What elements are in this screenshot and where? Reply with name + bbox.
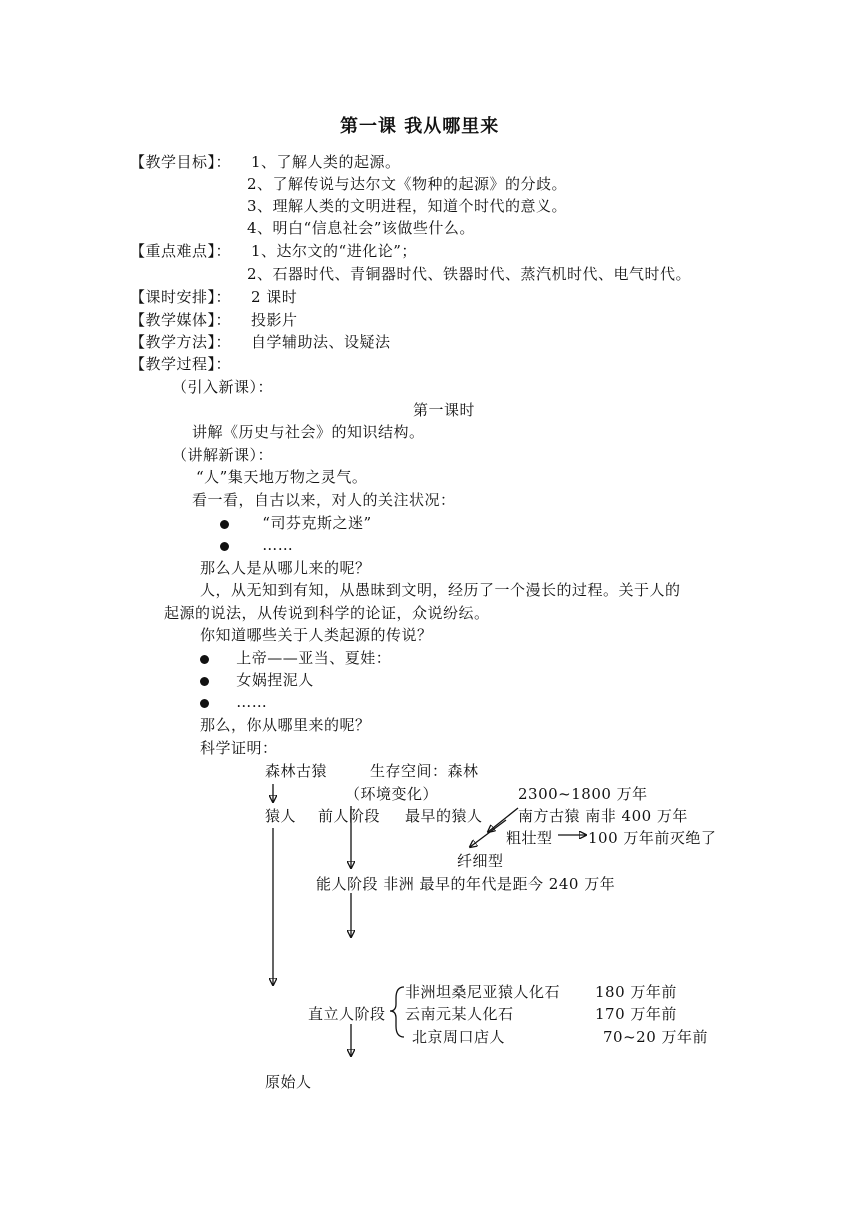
diagram-env-change: （环境变化） (345, 785, 439, 803)
objective-item: 1、了解人类的起源。 (251, 153, 401, 171)
media-value: 投影片 (251, 311, 298, 329)
diagram-extinct: 100 万年前灭绝了 (588, 829, 717, 847)
diagram-living-space: 生存空间：森林 (370, 762, 479, 780)
diagram-ape-man: 猿人 (265, 807, 297, 825)
bullet-text: …… (236, 693, 268, 711)
intro-label: （引入新课）： (172, 378, 274, 396)
fossil-name: 北京周口店人 (412, 1028, 506, 1046)
question-line: 那么人是从哪儿来的呢？ (200, 559, 371, 577)
question-line: 你知道哪些关于人类起源的传说？ (200, 626, 433, 644)
schedule-value: 2 课时 (251, 288, 298, 306)
diagram-years: 2300~1800 万年 (518, 785, 648, 803)
explain-structure: 讲解《历史与社会》的知识结构。 (192, 423, 425, 441)
diagram-gracile: 纤细型 (457, 852, 504, 870)
methods-label: 【教学方法】： (130, 333, 232, 351)
bullet-text: “司芬克斯之迷” (262, 514, 372, 532)
fossil-age: 180 万年前 (595, 983, 677, 1001)
paragraph-line: 人，从无知到有知，从愚昧到文明，经历了一个漫长的过程。关于人的 (200, 581, 681, 599)
diagram-forest-ape: 森林古猿 (265, 762, 328, 780)
new-lesson-label: （讲解新课）： (172, 446, 274, 464)
bullet-text: 女娲捏泥人 (236, 671, 314, 689)
diagram-pre-human: 前人阶段 (318, 807, 381, 825)
objective-item: 2、了解传说与达尔文《物种的起源》的分歧。 (247, 175, 568, 193)
question-line: 那么，你从哪里来的呢？ (200, 716, 371, 734)
objective-item: 4、明白“信息社会”该做些什么。 (247, 219, 475, 237)
paragraph-line: 起源的说法，从传说到科学的论证，众说纷纭。 (164, 604, 490, 622)
schedule-label: 【课时安排】： (130, 288, 232, 306)
diagram-homo-habilis: 能人阶段 非洲 最早的年代是距今 240 万年 (316, 875, 616, 893)
bullet-text: 上帝——亚当、夏娃： (236, 649, 392, 667)
diagram-homo-erectus: 直立人阶段 (308, 1005, 386, 1023)
fossil-name: 非洲坦桑尼亚猿人化石 (405, 983, 561, 1001)
objective-item: 3、理解人类的文明进程，知道个时代的意义。 (247, 197, 568, 215)
quote-line: “人”集天地万物之灵气。 (196, 468, 368, 486)
bullet-text: …… (262, 536, 294, 554)
key-point-item: 2、石器时代、青铜器时代、铁器时代、蒸汽机时代、电气时代。 (247, 265, 692, 283)
key-points-label: 【重点难点】： (130, 242, 232, 260)
diagram-robust: 粗壮型 (506, 829, 553, 847)
media-label: 【教学媒体】： (130, 311, 232, 329)
look-line: 看一看，自古以来，对人的关注状况： (192, 491, 456, 509)
diagram-primitive: 原始人 (265, 1073, 312, 1091)
fossil-age: 70~20 万年前 (603, 1028, 709, 1046)
diagram-south-ape: 南方古猿 南非 400 万年 (518, 807, 688, 825)
objectives-label: 【教学目标】： (130, 153, 232, 171)
key-point-item: 1、达尔文的“进化论”； (251, 242, 417, 260)
methods-value: 自学辅助法、设疑法 (251, 333, 391, 351)
science-line: 科学证明： (200, 739, 278, 757)
lesson-heading: 第一课时 (413, 401, 476, 419)
process-label: 【教学过程】： (130, 355, 232, 373)
page-title: 第一课 我从哪里来 (340, 116, 500, 137)
fossil-brace (390, 987, 404, 1037)
fossil-age: 170 万年前 (595, 1005, 677, 1023)
fossil-name: 云南元某人化石 (405, 1005, 514, 1023)
diagram-earliest-ape: 最早的猿人 (405, 807, 483, 825)
